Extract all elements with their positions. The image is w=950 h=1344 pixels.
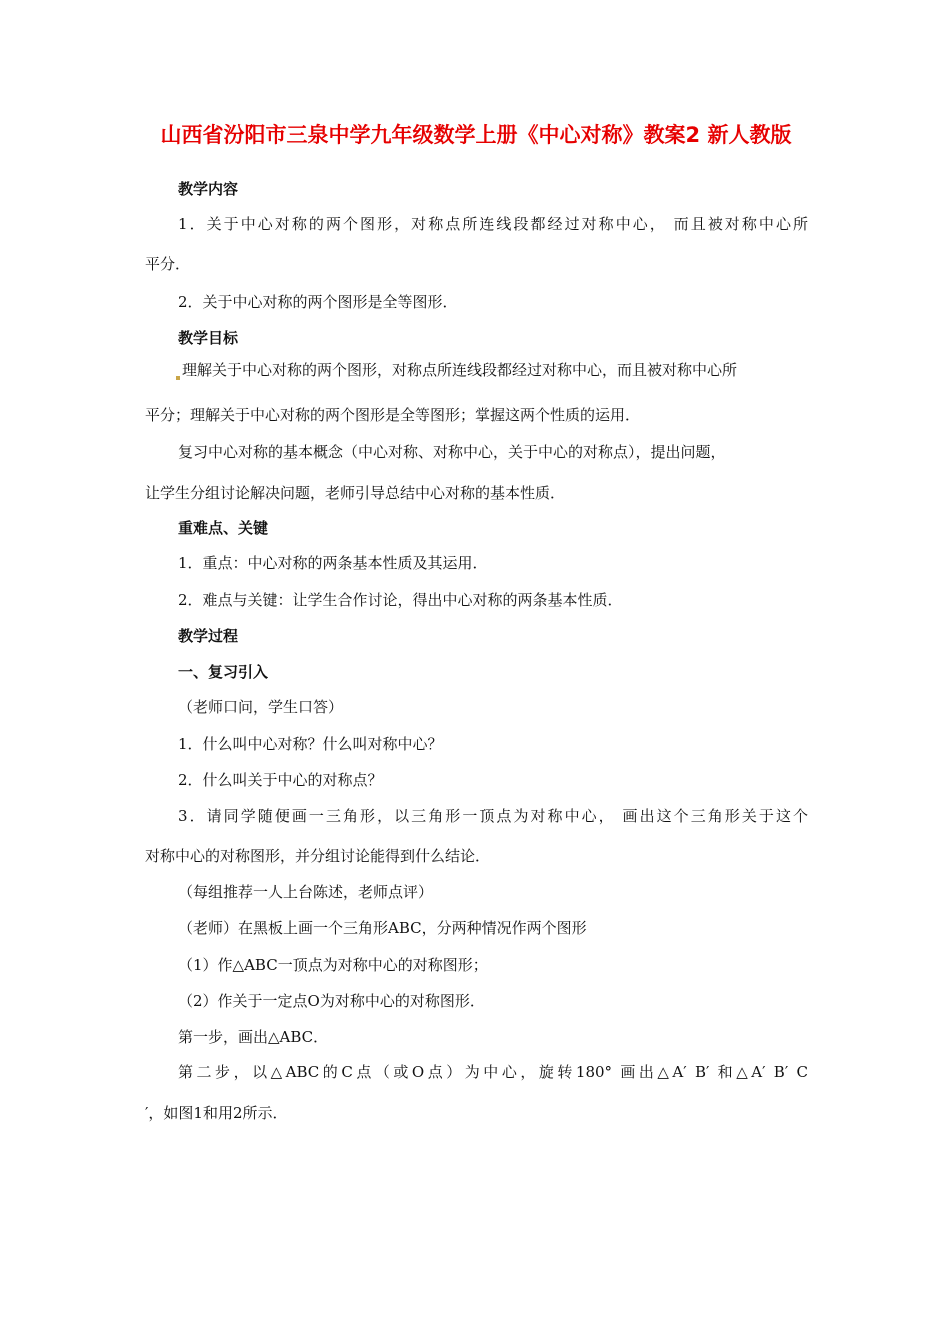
key-point-2: 2．难点与关键：让学生合作讨论，得出中心对称的两条基本性质．	[178, 591, 623, 609]
key-point-1: 1．重点：中心对称的两条基本性质及其运用．	[178, 554, 488, 572]
subsection-heading-review: 一、复习引入	[178, 663, 269, 681]
question-3-line-2: 对称中心的对称图形，并分组讨论能得到什么结论．	[145, 847, 491, 865]
teacher-instruction: （老师）在黑板上画一个三角形ABC，分两种情况作两个图形	[178, 919, 587, 937]
content-item-2: 2．关于中心对称的两个图形是全等图形．	[178, 293, 458, 311]
step-2-line-1: 第二步，以△ABC的C点（或O点）为中心，旋转180° 画出△A′ B′ 和△A′ B′ C	[178, 1063, 808, 1081]
marker-dot	[176, 376, 180, 380]
goal-line-1	[176, 359, 737, 380]
content-item-1-line-2: 平分．	[145, 255, 191, 273]
question-1: 1．什么叫中心对称？什么叫对称中心？	[178, 735, 443, 753]
step-2-line-2: ′，如图1和用2所示．	[145, 1104, 288, 1122]
section-heading-content: 教学内容	[178, 180, 239, 198]
review-note: （老师口问，学生口答）	[178, 698, 344, 716]
section-heading-process: 教学过程	[178, 627, 239, 645]
document-title: 山西省汾阳市三泉中学九年级数学上册《中心对称》教案2 新人教版	[160, 123, 792, 147]
question-2: 2．什么叫关于中心的对称点？	[178, 771, 383, 789]
section-heading-goal: 教学目标	[178, 329, 239, 347]
section-heading-key-points: 重难点、关键	[178, 519, 269, 537]
goal-paragraph-2-line-1: 复习中心对称的基本概念（中心对称、对称中心，关于中心的对称点），提出问题，	[178, 443, 726, 461]
goal-line-2: 平分；理解关于中心对称的两个图形是全等图形；掌握这两个性质的运用．	[145, 406, 641, 424]
case-2: （2）作关于一定点O为对称中心的对称图形．	[178, 992, 485, 1010]
content-item-1-line-1: 1．关于中心对称的两个图形，对称点所连线段都经过对称中心， 而且被对称中心所	[178, 215, 808, 233]
goal-paragraph-2-line-2: 让学生分组讨论解决问题，老师引导总结中心对称的基本性质．	[145, 484, 566, 502]
case-1: （1）作△ABC一顶点为对称中心的对称图形；	[178, 956, 488, 974]
group-note: （每组推荐一人上台陈述，老师点评）	[178, 883, 434, 901]
step-1: 第一步，画出△ABC．	[178, 1028, 329, 1046]
question-3-line-1: 3．请同学随便画一三角形，以三角形一顶点为对称中心， 画出这个三角形关于这个	[178, 807, 808, 825]
goal-line-1-text: 理解关于中心对称的两个图形，对称点所连线段都经过对称中心，而且被对称中心所	[182, 361, 738, 379]
